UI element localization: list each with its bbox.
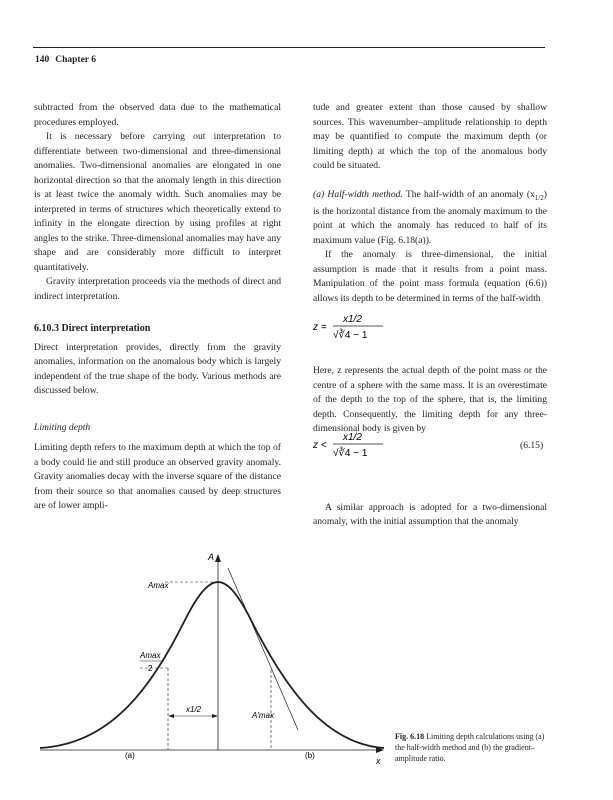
- panel-a-label: (a): [125, 751, 135, 760]
- running-header: [35, 55, 96, 65]
- right-para-1: tude and greater extent than those caused by shallow sources. This wavenumber–amplitude relationship to depth may be quantified to compute the maximum depth (or limiting depth) at which the top of the anomalous body could be situated.: [313, 102, 547, 171]
- equation-number: (6.15): [520, 440, 544, 451]
- left-para-3: Gravity interpretation proceeds via the methods of direct and indirect interpretation.: [34, 276, 281, 302]
- method-label: (a) Half-width method.: [313, 188, 403, 200]
- page-number: 140: [35, 55, 50, 65]
- a-prime-max-label: A'max: [252, 711, 274, 720]
- eq1-lhs: z =: [313, 322, 327, 333]
- eq1-denominator: √∛4 − 1: [333, 330, 368, 341]
- amax-label: Amax: [148, 581, 169, 590]
- equation-2: [313, 428, 393, 464]
- half-max-label-bottom: 2: [148, 664, 153, 673]
- y-axis-label: A: [208, 552, 215, 562]
- caption-label: Fig. 6.18: [395, 732, 425, 741]
- equation-1: [313, 310, 393, 346]
- anomaly-curve: [40, 582, 384, 748]
- header-rule: [33, 47, 545, 48]
- subsection-title: Limiting depth: [34, 421, 91, 433]
- eq2-denominator: √∛4 − 1: [333, 448, 368, 459]
- panel-b-label: (b): [305, 751, 315, 760]
- eq2-lhs: z <: [313, 440, 327, 451]
- left-column: [34, 101, 281, 514]
- right-para-2-sub: 1/2: [534, 193, 544, 202]
- y-axis-arrow: [215, 554, 221, 562]
- left-para-1: subtracted from the observed data due to the mathematical procedures employed.: [34, 102, 281, 128]
- figure-caption: [395, 731, 555, 764]
- chapter-label: Chapter 6: [55, 55, 96, 65]
- right-para-2a: The half-width of an anomaly (x: [405, 188, 535, 200]
- x-axis-label: x: [376, 756, 381, 766]
- right-para-2: [313, 188, 547, 249]
- eq1-numerator: x1/2: [343, 314, 362, 325]
- right-para-2b: ) is the horizontal distance from the anomaly maximum to the point at which the anomaly has reduced to half of its maximum value (Fig. 6.18(a)).: [313, 188, 547, 246]
- right-para-4: Here, z represents the actual depth of the point mass or the centre of a sphere with the same mass. It is an overestimate of the depth to the top of the sphere, that is, the limiting depth. Consequently, the limiting depth for any three-dimensional body is given by: [313, 365, 547, 435]
- half-width-arrow-left: [168, 714, 174, 718]
- right-para-5: A similar approach is adopted for a two-dimensional anomaly, with the initial assumption that the anomaly: [313, 501, 547, 528]
- eq2-numerator: x1/2: [343, 432, 362, 443]
- left-para-5: Limiting depth refers to the maximum depth at which the top of a body could lie and still produce an observed gravity anomaly. Gravity anomalies decay with the inverse square of the distance from their source so that anomalies caused by deep structures are of lower ampli-: [34, 442, 281, 511]
- caption-text: Limiting depth calculations using (a) the half-width method and (b) the gradient–amplitude ratio.: [395, 732, 545, 763]
- right-para-3: If the anomaly is three-dimensional, the initial assumption is made that it results from a point mass. Manipulation of the point mass formula (equation (6.6)) allows its depth to be determined in terms of the half-width: [313, 249, 547, 304]
- tangent-line: [228, 568, 298, 730]
- section-title: 6.10.3 Direct interpretation: [34, 323, 151, 334]
- half-width-arrow-right: [212, 714, 218, 718]
- half-max-label-top: Amax: [140, 651, 161, 660]
- half-width-label: x1/2: [186, 705, 202, 714]
- left-para-4: Direct interpretation provides, directly from the gravity anomalies, information on the anomalous body which is largely independent of the true shape of the body. Various methods are discussed below.: [34, 341, 281, 396]
- left-para-2: It is necessary before carrying out interpretation to differentiate between two-dimensional and three-dimensional anomalies. Two-dimensional anomalies are elongated in one horizontal direction so that the anomaly length in this direction is at least twice the anomaly width. Such anomalies may be interpreted in terms of structures which theoretically extend to infinity in the elongate direction by using profiles at right angles to the strike. Three-dimensional anomalies may have any shape and are considerably more difficult to interpret quantitatively.: [34, 131, 281, 273]
